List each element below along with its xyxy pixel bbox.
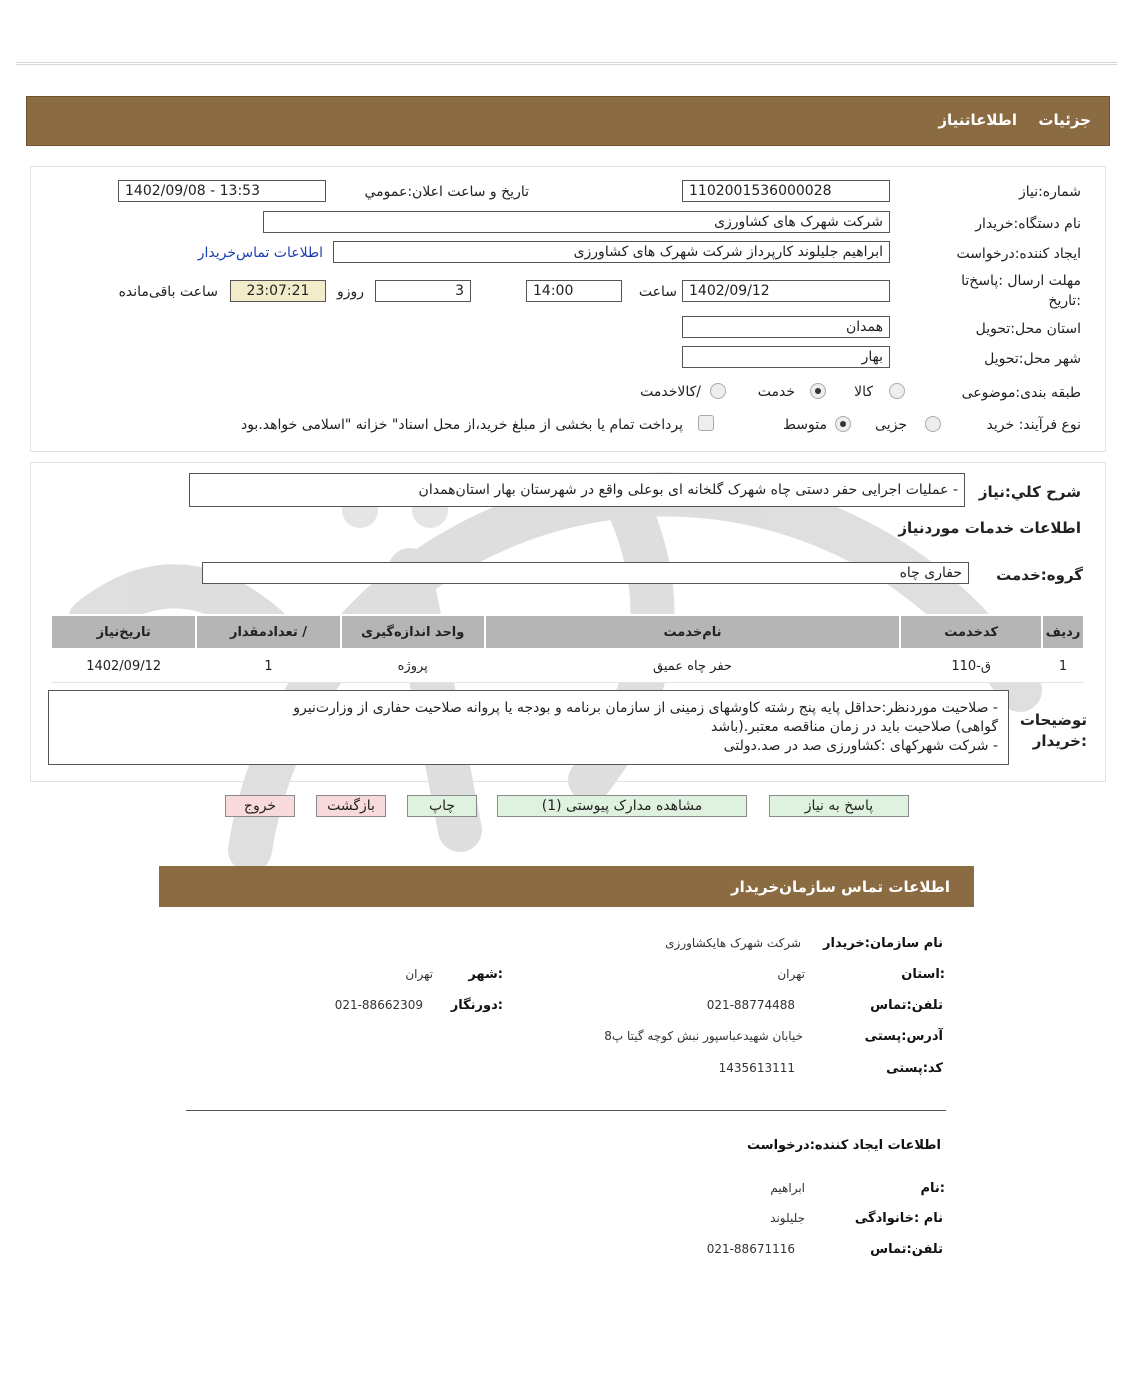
buyer-org-label: نام دستگاه:خریدار xyxy=(975,216,1081,232)
need-number-field: 1102001536000028 xyxy=(682,180,890,202)
contact-fax-label: :دورنگار xyxy=(450,998,503,1013)
creator-info-title: اطلاعات ایجاد کننده:درخواست xyxy=(747,1138,941,1153)
process-radio-medium[interactable] xyxy=(835,416,851,432)
creator-family-value: جلیلوند xyxy=(770,1211,805,1225)
deadline-date-field: 1402/09/12 xyxy=(682,280,890,302)
table-header-row xyxy=(51,615,1084,649)
days-field: 3 xyxy=(375,280,471,302)
contact-title: اطلاعات تماس سازمان‌خریدار xyxy=(730,878,950,896)
attachments-button[interactable]: مشاهده مدارک پیوستی (1) xyxy=(497,795,747,817)
contact-phone-value: 021-88774488 xyxy=(706,998,795,1012)
category-radio-goods-service[interactable] xyxy=(710,383,726,399)
tab-need-info[interactable]: اطلاعاتنیاز xyxy=(938,111,1017,129)
city-field: بهار xyxy=(682,346,890,368)
exit-button[interactable]: خروج xyxy=(225,795,295,817)
process-option-medium: متوسط xyxy=(783,417,827,433)
services-table xyxy=(50,614,1085,683)
service-group-label: گروه:خدمت xyxy=(996,566,1083,584)
col-service-name: نام‌خدمت xyxy=(485,615,900,649)
contact-fax-value: 021-88662309 xyxy=(334,998,423,1012)
announce-field: 1402/09/08 - 13:53 xyxy=(118,180,326,202)
cell-service-name: حفر چاه عمیق xyxy=(485,649,900,683)
creator-field: ابراهیم جلیلوند کارپرداز شرکت شهرک های کشاورزی xyxy=(333,241,890,263)
reply-button[interactable]: پاسخ به نیاز xyxy=(769,795,909,817)
creator-phone-label: تلفن:تماس xyxy=(870,1242,943,1257)
announce-label: تاريخ و ساعت اعلان:عمومي xyxy=(364,184,529,200)
contact-divider xyxy=(186,1110,946,1111)
deadline-label-2: :تاریخ xyxy=(1048,293,1081,309)
service-group-field: حفاری چاه xyxy=(202,562,969,584)
time-label: ساعت xyxy=(638,284,677,300)
category-radio-goods[interactable] xyxy=(889,383,905,399)
contact-province-value: تهران xyxy=(777,967,805,981)
notes-line-3: - شرکت شهرکهای :کشاورزی صد در صد.دولتی xyxy=(723,738,998,754)
top-divider xyxy=(16,62,1117,65)
col-unit: واحد اندازه‌گیری xyxy=(341,615,485,649)
col-need-date: تاریخ‌نیاز xyxy=(51,615,196,649)
deadline-label: مهلت ارسال :پاسخ‌تا xyxy=(961,273,1081,289)
col-service-code: کدخدمت xyxy=(900,615,1042,649)
province-field: همدان xyxy=(682,316,890,338)
contact-postal-label: کد:پستی xyxy=(886,1061,943,1076)
creator-name-value: ابراهیم xyxy=(770,1181,805,1195)
creator-label: ایجاد کننده:درخواست xyxy=(956,246,1081,262)
payment-note: پرداخت تمام یا بخشی از مبلغ خرید،از محل اسناد" خزانه "اسلامی خواهد.بود xyxy=(240,417,683,433)
col-quantity: / تعدادمقدار xyxy=(196,615,340,649)
table-row xyxy=(51,649,1084,683)
process-option-minor: جزیی xyxy=(875,417,907,433)
contact-city-label: :شهر xyxy=(468,967,503,982)
contact-address-label: آدرس:پستی xyxy=(864,1029,943,1044)
services-title: اطلاعات خدمات موردنیاز xyxy=(898,519,1081,537)
category-option-goods-service: /کالاخدمت xyxy=(640,384,701,400)
tab-details[interactable]: جزئیات xyxy=(1038,111,1091,129)
process-label: نوع فرآیند: خرید xyxy=(986,417,1081,433)
treasury-payment-checkbox[interactable] xyxy=(698,415,714,431)
col-row: ردیف xyxy=(1042,615,1084,649)
province-label: استان محل:تحویل xyxy=(975,321,1081,337)
category-radio-service[interactable] xyxy=(810,383,826,399)
creator-name-label: :نام xyxy=(920,1181,945,1196)
cell-quantity: 1 xyxy=(196,649,340,683)
cell-row: 1 xyxy=(1042,649,1084,683)
category-option-service: خدمت xyxy=(757,384,795,400)
buyer-contact-link[interactable]: اطلاعات تماس‌خریدار xyxy=(197,245,323,261)
form-panel xyxy=(30,166,1106,452)
back-button[interactable]: بازگشت xyxy=(316,795,386,817)
city-label: شهر محل:تحویل xyxy=(984,351,1081,367)
process-radio-minor[interactable] xyxy=(925,416,941,432)
need-number-label: شماره:نیاز xyxy=(1018,184,1081,200)
cell-service-code: ق-110 xyxy=(900,649,1042,683)
print-button[interactable]: چاپ xyxy=(407,795,477,817)
contact-address-value: خیابان شهیدعباسپور نبش کوچه گیتا پ8 xyxy=(604,1029,803,1043)
contact-province-label: :استان xyxy=(901,967,945,982)
remaining-time-field: 23:07:21 xyxy=(230,280,326,302)
day-label: روزو xyxy=(336,284,364,300)
notes-box xyxy=(48,690,1009,765)
category-label: طبقه بندی:موضوعی xyxy=(961,385,1081,401)
page-header xyxy=(26,96,1110,146)
cell-unit: پروژه xyxy=(341,649,485,683)
notes-label-2: :خریدار xyxy=(1032,732,1087,750)
description-label: شرح کلي:نیاز xyxy=(978,483,1081,501)
contact-header xyxy=(159,866,974,907)
contact-postal-value: 1435613111 xyxy=(718,1061,795,1075)
category-option-goods: کالا xyxy=(854,384,873,400)
notes-line-1: - صلاحیت موردنظر:حداقل پایه پنج رشته کاوشهای زمینی از سازمان برنامه و بودجه یا پروانه صلاحیت حفاری از وزارت‌نیرو xyxy=(293,700,998,716)
creator-phone-value: 021-88671116 xyxy=(706,1242,795,1256)
notes-label: توضیحات xyxy=(1019,711,1087,729)
description-field: - عملیات اجرایی حفر دستی چاه شهرک گلخانه ای بوعلی واقع در شهرستان بهار استان‌همدان xyxy=(189,473,965,507)
creator-family-label: نام :خانوادگی xyxy=(854,1211,943,1226)
buyer-org-field: شرکت شهرک های کشاورزی xyxy=(263,211,890,233)
contact-phone-label: تلفن:تماس xyxy=(870,998,943,1013)
contact-city-value: تهران xyxy=(405,967,433,981)
notes-line-2: گواهی) صلاحیت باید در زمان مناقصه معتبر.(باشد xyxy=(711,719,998,735)
deadline-time-field: 14:00 xyxy=(526,280,622,302)
contact-org-label: نام سازمان:خریدار xyxy=(823,936,943,951)
remaining-label: ساعت باقی‌مانده xyxy=(118,284,218,300)
contact-org-value: شرکت شهرک هایکشاورزی xyxy=(665,936,801,950)
cell-need-date: 1402/09/12 xyxy=(51,649,196,683)
